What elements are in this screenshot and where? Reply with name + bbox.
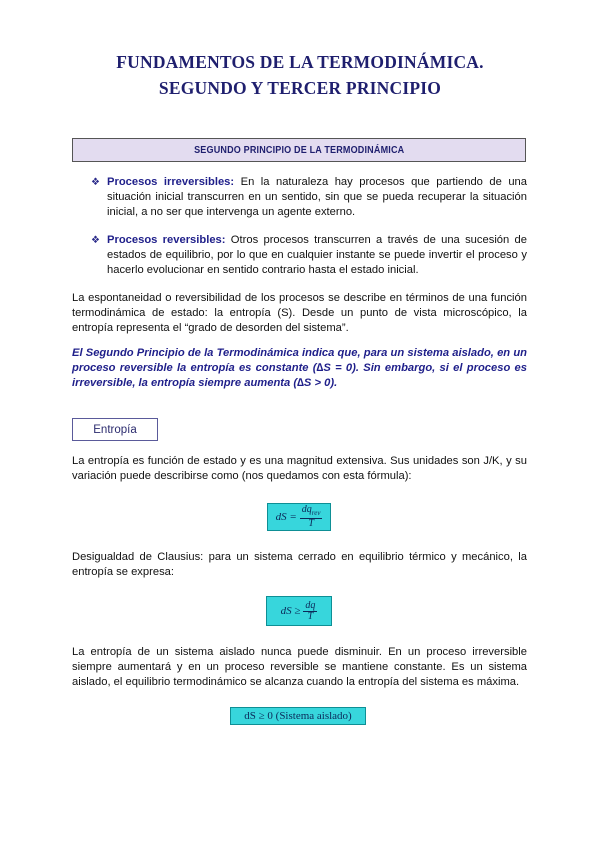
formula-lhs: dS ≥ <box>280 605 301 617</box>
document-title-line2: SEGUNDO Y TERCER PRINCIPIO <box>158 78 442 98</box>
formula-lhs: dS = <box>275 511 297 523</box>
paragraph-clausius: Desigualdad de Clausius: para un sistema cerrado en equilibrio térmico y mecánico, la entropía se expresa: <box>72 551 527 578</box>
diamond-bullet-icon: ❖ <box>91 235 100 246</box>
formula-denominator: T <box>307 610 314 622</box>
formula-numerator-sub: rev <box>311 509 321 517</box>
bullet-text <box>91 233 527 278</box>
paragraph-espontaneidad: La espontaneidad o reversibilidad de los procesos se describe en términos de una función termodinámica de estado: la entropía (S). Desde un punto de vista microscópico, la entropía representa el “grado de desorden del sistema”. <box>72 292 527 334</box>
section-heading: SEGUNDO PRINCIPIO DE LA TERMODINÁMICA <box>193 144 405 156</box>
subsection-label-box <box>72 418 158 441</box>
formula-isolated-system <box>230 707 366 725</box>
bullet-text <box>91 175 527 220</box>
bullet-reversibles <box>91 233 527 278</box>
bullet-irreversibles <box>91 175 527 220</box>
formula-denominator: T <box>308 518 314 529</box>
formula-clausius-inequality <box>266 596 332 626</box>
formula-fraction <box>300 505 323 529</box>
formula-entropy-definition <box>267 503 331 531</box>
bullet-body: En la naturaleza hay procesos que partiendo de una situación inicial transcurren en un sentido, sin que se pueda recuperar la situación inicial, a no ser que intervenga un agente externo. <box>107 176 527 218</box>
formula-text: dS ≥ 0 (Sistema aislado) <box>244 710 352 722</box>
formula-numerator: dq <box>301 504 312 515</box>
paragraph-entropia-funcion: La entropía es función de estado y es una magnitud extensiva. Sus unidades son J/K, y su variación puede describirse como (nos quedamos con esta fórmula): <box>72 455 527 482</box>
paragraph-sistema-aislado: La entropía de un sistema aislado nunca puede disminuir. En un proceso irreversible siempre aumentará y en un proceso reversible se mantiene constante. Es un sistema aislado, el equilibrio termodinámico se alcanza cuando la entropía del sistema es máxima. <box>72 646 527 688</box>
bullet-term: Procesos irreversibles: <box>107 176 235 188</box>
bullet-term: Procesos reversibles: <box>107 234 226 246</box>
subsection-label: Entropía <box>93 423 137 436</box>
document-title-line1: FUNDAMENTOS DE LA TERMODINÁMICA. <box>116 52 484 72</box>
paragraph-segundo-principio: El Segundo Principio de la Termodinámica indica que, para un sistema aislado, en un proceso reversible la entropía es constante (∆S = 0). Sin embargo, si el proceso es irreversible, la entropía siempre aumenta (∆S > 0). <box>72 347 527 389</box>
formula-numerator: dq <box>305 599 316 611</box>
bullet-body: Otros procesos transcurren a través de una sucesión de estados de equilibrio, por lo que en cualquier instante se puede invertir el proceso y hacerlo evolucionar en sentido contrario hasta el estado inicial. <box>107 234 527 276</box>
section-heading-box <box>72 138 526 162</box>
diamond-bullet-icon: ❖ <box>91 177 100 188</box>
formula-fraction <box>303 601 317 622</box>
